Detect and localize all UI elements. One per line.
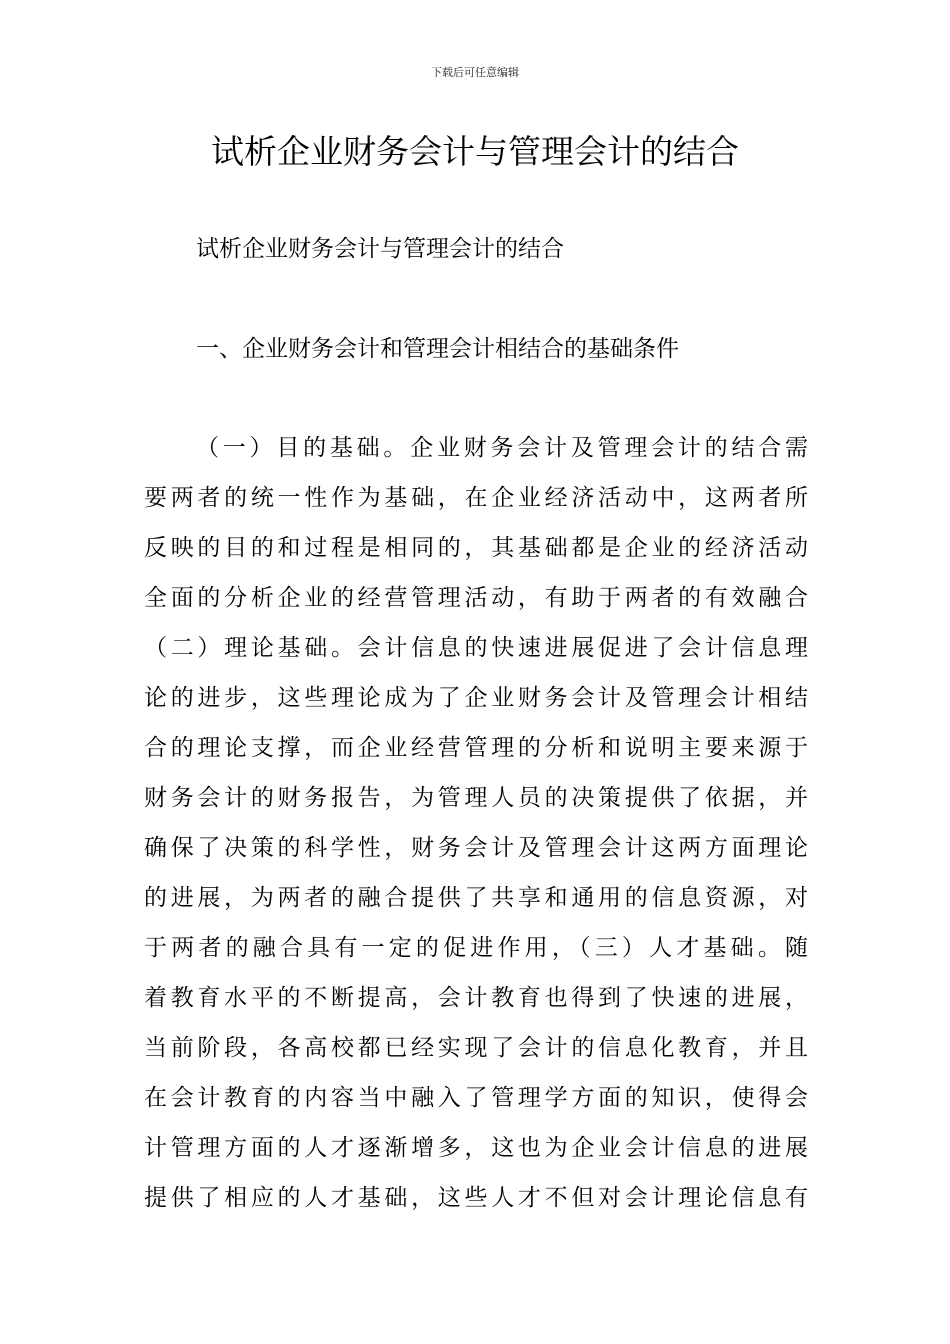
body-line: 于两者的融合具有一定的促进作用，（三）人才基础。随: [144, 935, 808, 961]
body-line: 合的理论支撑，而企业经营管理的分析和说明主要来源于: [144, 735, 808, 761]
document-subtitle: 试析企业财务会计与管理会计的结合: [196, 236, 564, 262]
body-line: 当前阶段，各高校都已经实现了会计的信息化教育，并且: [144, 1035, 808, 1061]
body-line: 反映的目的和过程是相同的，其基础都是企业的经济活动: [144, 535, 808, 561]
body-paragraph: [144, 428, 808, 1228]
body-line: 计管理方面的人才逐渐增多，这也为企业会计信息的进展: [144, 1135, 808, 1161]
body-line: 财务会计的财务报告，为管理人员的决策提供了依据，并: [144, 785, 808, 811]
body-line: 的进展，为两者的融合提供了共享和通用的信息资源，对: [144, 885, 808, 911]
body-line: （二）理论基础。会计信息的快速进展促进了会计信息理: [144, 635, 808, 661]
body-line: 提供了相应的人才基础，这些人才不但对会计理论信息有: [144, 1185, 808, 1211]
body-line: 着教育水平的不断提高，会计教育也得到了快速的进展，: [144, 985, 808, 1011]
document-title: 试析企业财务会计与管理会计的结合: [211, 132, 739, 171]
section-heading: 一、企业财务会计和管理会计相结合的基础条件: [196, 336, 679, 362]
body-line: 要两者的统一性作为基础，在企业经济活动中，这两者所: [144, 485, 808, 511]
body-line: （一）目的基础。企业财务会计及管理会计的结合需: [196, 435, 808, 461]
header-note: 下载后可任意编辑: [431, 66, 519, 79]
body-line: 全面的分析企业的经营管理活动，有助于两者的有效融合: [144, 585, 808, 611]
body-line: 论的进步，这些理论成为了企业财务会计及管理会计相结: [144, 685, 808, 711]
body-line: 在会计教育的内容当中融入了管理学方面的知识，使得会: [144, 1085, 808, 1111]
body-line: 确保了决策的科学性，财务会计及管理会计这两方面理论: [144, 835, 808, 861]
